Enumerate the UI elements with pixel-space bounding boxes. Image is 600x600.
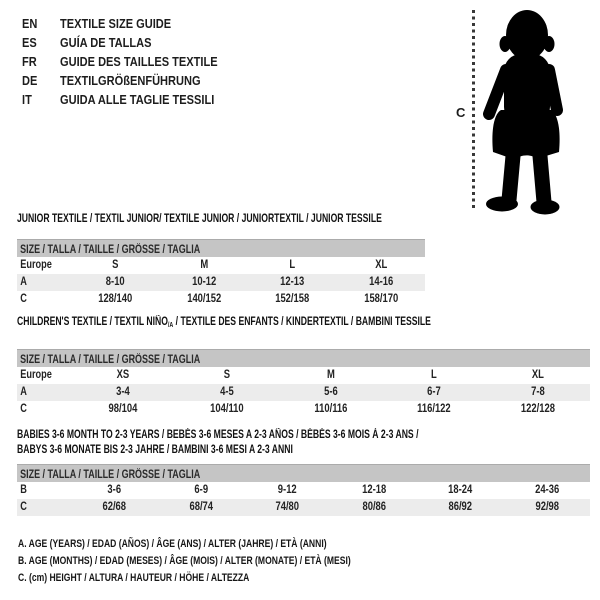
size-cell: 8-10 xyxy=(105,276,125,288)
language-code: FR xyxy=(22,54,37,69)
size-cell: 4-5 xyxy=(219,386,234,398)
size-cell: 140/152 xyxy=(186,293,221,305)
size-cell: 24-36 xyxy=(534,484,559,496)
section-title-segment: CHILDREN'S TEXTILE / TEXTIL NIÑO xyxy=(17,316,168,328)
language-name: TEXTILGRÖßENFÜHRUNG xyxy=(60,73,201,88)
size-table xyxy=(17,349,590,418)
size-table xyxy=(17,464,590,516)
table-header-bar xyxy=(17,349,590,367)
legend-line: B. AGE (MONTHS) / EDAD (MESES) / ÂGE (MOIS) / ALTER (MONATE) / ETÀ (MESI) xyxy=(18,555,351,567)
row-label: C xyxy=(20,403,27,415)
size-cell: 68/74 xyxy=(188,501,213,513)
size-cell: 92/98 xyxy=(534,501,559,513)
row-label: A xyxy=(20,276,27,288)
size-cell: 5-6 xyxy=(323,386,338,398)
size-cell: 116/122 xyxy=(417,403,452,415)
language-code: ES xyxy=(22,35,37,50)
section-title xyxy=(17,443,447,458)
row-label: C xyxy=(20,293,27,305)
language-row xyxy=(22,52,245,71)
size-cell: 6-9 xyxy=(193,484,208,496)
table-header-bar xyxy=(17,464,590,482)
size-cell: 104/110 xyxy=(209,403,244,415)
language-name: GUIDE DES TAILLES TEXTILE xyxy=(60,54,218,69)
language-row xyxy=(22,90,245,109)
size-cell: M xyxy=(199,259,208,271)
table-row xyxy=(17,291,425,308)
size-cell: S xyxy=(112,259,119,271)
section-title-segment: BABYS 3-6 MONATE BIS 2-3 JAHRE / BAMBINI 3-6 MESI A 2-3 ANNI xyxy=(17,444,293,456)
language-name: GUIDA ALLE TAGLIE TESSILI xyxy=(60,92,215,107)
size-cell: 12-18 xyxy=(361,484,386,496)
size-cell: 12-13 xyxy=(280,276,305,288)
language-row xyxy=(22,33,245,52)
table-row xyxy=(17,482,590,499)
language-code: IT xyxy=(22,92,32,107)
table-row xyxy=(17,499,590,516)
row-label: A xyxy=(20,386,27,398)
size-cell: 80/86 xyxy=(361,501,386,513)
size-table-section xyxy=(17,212,425,308)
table-header-label: SIZE / TALLA / TAILLE / GRÖSSE / TAGLIA xyxy=(20,244,201,256)
language-name: TEXTILE SIZE GUIDE xyxy=(60,16,172,31)
row-label: Europe xyxy=(20,259,52,271)
section-title xyxy=(17,428,447,443)
size-cell: 98/104 xyxy=(108,403,138,415)
size-cell: 62/68 xyxy=(102,501,127,513)
size-cell: M xyxy=(326,369,335,381)
section-title-segment: JUNIOR TEXTILE / TEXTIL JUNIOR/ TEXTILE JUNIOR / JUNIORTEXTIL / JUNIOR TESSILE xyxy=(17,213,382,225)
table-row xyxy=(17,384,590,401)
row-label: C xyxy=(20,501,27,513)
size-cell: 122/128 xyxy=(521,403,556,415)
table-header-label: SIZE / TALLA / TAILLE / GRÖSSE / TAGLIA xyxy=(20,469,201,481)
size-cell: 10-12 xyxy=(191,276,216,288)
size-cell: 158/170 xyxy=(363,293,398,305)
toddler-silhouette-icon xyxy=(476,8,592,222)
language-list xyxy=(22,14,245,109)
legend-line: A. AGE (YEARS) / EDAD (AÑOS) / ÂGE (ANS) / ALTER (JAHRE) / ETÀ (ANNI) xyxy=(18,538,327,550)
size-cell: 18-24 xyxy=(448,484,473,496)
size-cell: 6-7 xyxy=(427,386,442,398)
size-table xyxy=(17,239,425,308)
size-cell: 14-16 xyxy=(368,276,393,288)
section-title xyxy=(17,212,382,227)
section-title-segment: / TEXTILE DES ENFANTS / KINDERTEXTIL / BAMBINI TESSILE xyxy=(173,316,431,328)
size-table-section xyxy=(17,315,590,418)
language-row xyxy=(22,71,245,90)
size-table-section xyxy=(17,428,590,516)
size-cell: 74/80 xyxy=(275,501,300,513)
size-cell: 152/158 xyxy=(275,293,310,305)
size-cell: XL xyxy=(374,259,387,271)
language-code: EN xyxy=(22,16,38,31)
size-cell: 3-6 xyxy=(107,484,122,496)
table-header-label: SIZE / TALLA / TAILLE / GRÖSSE / TAGLIA xyxy=(20,354,201,366)
legend-line: C. (cm) HEIGHT / ALTURA / HAUTEUR / HÖHE / ALTEZZA xyxy=(18,572,250,584)
size-cell: XS xyxy=(116,369,130,381)
size-cell: 110/116 xyxy=(313,403,348,415)
table-header-bar xyxy=(17,239,425,257)
size-cell: 9-12 xyxy=(277,484,297,496)
language-row xyxy=(22,14,245,33)
section-title-segment: /A xyxy=(167,321,174,329)
language-name: GUÍA DE TALLAS xyxy=(60,35,152,50)
size-cell: 3-4 xyxy=(116,386,130,398)
table-row xyxy=(17,401,590,418)
vertical-dotted-line-icon xyxy=(472,10,475,209)
size-cell: 128/140 xyxy=(98,293,133,305)
figure-measure-label: C xyxy=(456,105,466,120)
size-cell: 7-8 xyxy=(531,386,545,398)
size-cell: L xyxy=(289,259,296,271)
table-row xyxy=(17,367,590,384)
section-title xyxy=(17,315,447,333)
size-cell: XL xyxy=(532,369,545,381)
row-label: B xyxy=(20,484,27,496)
measurement-legend xyxy=(18,536,445,587)
row-label: Europe xyxy=(20,369,52,381)
language-code: DE xyxy=(22,73,38,88)
size-cell: S xyxy=(223,369,230,381)
size-cell: 86/92 xyxy=(448,501,473,513)
table-row xyxy=(17,274,425,291)
table-row xyxy=(17,257,425,274)
section-title-segment: BABIES 3-6 MONTH TO 2-3 YEARS / BEBÉS 3-6 MESES A 2-3 AÑOS / BÉBÉS 3-6 MOIS À 2-3 ANS / xyxy=(17,429,419,441)
size-cell: L xyxy=(431,369,438,381)
